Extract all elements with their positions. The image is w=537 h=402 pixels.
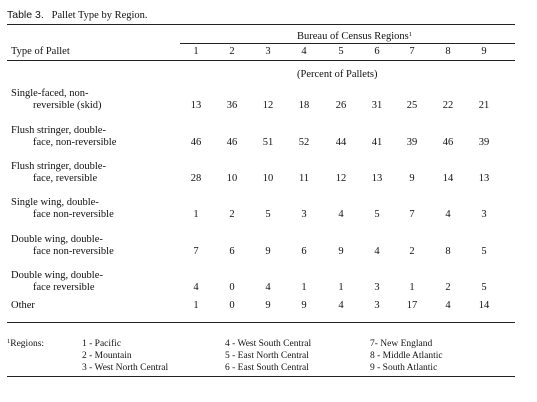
row-label: Single-faced, non- <box>11 88 89 99</box>
table-cell: 1 <box>301 282 307 293</box>
table-cell: 9 <box>409 173 415 184</box>
table-cell: 3 <box>374 300 380 311</box>
row-label: Double wing, double- <box>11 234 103 245</box>
table-cell: 14 <box>478 300 490 311</box>
table-cell: 2 <box>409 246 415 257</box>
table-cell: 36 <box>226 100 238 111</box>
table-cell: 12 <box>262 100 274 111</box>
footnote-region: 9 - South Atlantic <box>370 363 438 373</box>
table-cell: 3 <box>374 282 380 293</box>
group-header-rule <box>180 43 515 44</box>
table-cell: 4 <box>374 246 380 257</box>
table-cell: 13 <box>371 173 383 184</box>
row-label: Flush stringer, double- <box>11 125 106 136</box>
table-cell: 5 <box>265 209 271 220</box>
table-cell: 14 <box>442 173 454 184</box>
table-cell: 22 <box>442 100 454 111</box>
table-cell: 4 <box>445 209 451 220</box>
caption-title: Pallet Type by Region. <box>51 10 148 21</box>
footnote-region: 1 - Pacific <box>82 339 122 349</box>
table-cell: 46 <box>190 137 202 148</box>
footnote-region: 8 - Middle Atlantic <box>370 351 443 361</box>
table-cell: 39 <box>406 137 418 148</box>
table-cell: 4 <box>338 209 344 220</box>
table-cell: 28 <box>190 173 202 184</box>
group-header: Bureau of Census Regions$^1$ <box>297 31 412 42</box>
table-cell: 10 <box>226 173 238 184</box>
table-cell: 5 <box>374 209 380 220</box>
top-rule <box>7 24 515 25</box>
table-cell: 2 <box>445 282 451 293</box>
table-cell: 7 <box>193 246 199 257</box>
column-header: 5 <box>338 46 344 57</box>
table-cell: 6 <box>301 246 307 257</box>
footnote-region: 7- New England <box>370 339 433 349</box>
table-cell: 5 <box>481 282 487 293</box>
row-label: reversible (skid) <box>33 100 102 111</box>
column-header: 8 <box>445 46 451 57</box>
table-cell: 8 <box>445 246 451 257</box>
caption-label: Table 3. <box>7 9 44 21</box>
column-header: 7 <box>409 46 415 57</box>
row-label: Single wing, double- <box>11 197 99 208</box>
column-header: 3 <box>265 46 271 57</box>
row-label: face non-reversible <box>33 209 114 220</box>
table-cell: 39 <box>478 137 490 148</box>
table-cell: 18 <box>298 100 310 111</box>
row-label: face, reversible <box>33 173 98 184</box>
table-cell: 2 <box>229 209 235 220</box>
table-cell: 31 <box>371 100 383 111</box>
column-header: 2 <box>229 46 235 57</box>
table-cell: 1 <box>193 300 199 311</box>
header-rule <box>7 60 515 61</box>
footnote-region: 2 - Mountain <box>82 351 132 361</box>
table-cell: 46 <box>226 137 238 148</box>
column-header: 6 <box>374 46 380 57</box>
table-cell: 3 <box>301 209 307 220</box>
table-cell: 9 <box>265 300 271 311</box>
table-cell: 51 <box>262 137 274 148</box>
row-label: face, non-reversible <box>33 137 117 148</box>
table-cell: 46 <box>442 137 454 148</box>
footnote-label: $^1$Regions: <box>7 338 45 349</box>
table-cell: 13 <box>190 100 202 111</box>
table-cell: 10 <box>262 173 274 184</box>
table-cell: 0 <box>229 300 235 311</box>
table-cell: 41 <box>371 137 383 148</box>
row-label: face non-reversible <box>33 246 114 257</box>
table-cell: 25 <box>406 100 418 111</box>
table-cell: 9 <box>301 300 307 311</box>
row-header: Type of Pallet <box>11 46 70 57</box>
table-cell: 4 <box>265 282 271 293</box>
table-cell: 21 <box>478 100 490 111</box>
table-cell: 9 <box>338 246 344 257</box>
table-cell: 52 <box>298 137 310 148</box>
row-label: Other <box>11 300 35 311</box>
table-cell: 4 <box>193 282 199 293</box>
table-cell: 3 <box>481 209 487 220</box>
column-header: 4 <box>301 46 307 57</box>
body-bottom-rule <box>7 322 515 323</box>
table-subheader: (Percent of Pallets) <box>297 69 378 80</box>
table-cell: 4 <box>338 300 344 311</box>
table-cell: 6 <box>229 246 235 257</box>
table-caption <box>7 9 148 21</box>
footnote-region: 5 - East North Central <box>225 351 309 361</box>
column-header: 1 <box>193 46 199 57</box>
row-label: Double wing, double- <box>11 270 103 281</box>
row-label: Flush stringer, double- <box>11 161 106 172</box>
table-cell: 17 <box>406 300 418 311</box>
table-cell: 11 <box>298 173 310 184</box>
table-cell: 4 <box>445 300 451 311</box>
table-cell: 0 <box>229 282 235 293</box>
table-cell: 1 <box>193 209 199 220</box>
table-cell: 13 <box>478 173 490 184</box>
table-cell: 26 <box>335 100 347 111</box>
table-cell: 5 <box>481 246 487 257</box>
footnote-region: 4 - West South Central <box>225 339 312 349</box>
table-cell: 12 <box>335 173 347 184</box>
row-label: face reversible <box>33 282 95 293</box>
footnote-region: 3 - West North Central <box>82 363 169 373</box>
bottom-rule <box>7 376 515 377</box>
table-cell: 44 <box>335 137 347 148</box>
table-cell: 1 <box>338 282 344 293</box>
table-cell: 1 <box>409 282 415 293</box>
table-cell: 9 <box>265 246 271 257</box>
table-cell: 7 <box>409 209 415 220</box>
column-header: 9 <box>481 46 487 57</box>
footnote-region: 6 - East South Central <box>225 363 309 373</box>
